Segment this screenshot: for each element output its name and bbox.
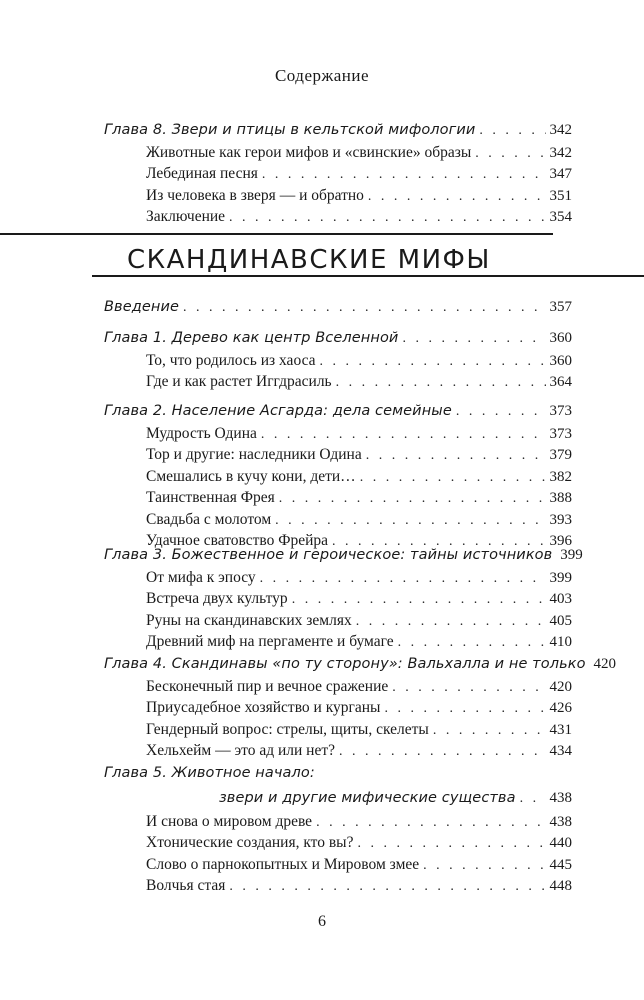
toc-subentry[interactable] bbox=[104, 466, 572, 488]
toc-subentry[interactable] bbox=[104, 854, 572, 876]
toc-subentry[interactable] bbox=[104, 676, 572, 698]
toc-subentry[interactable] bbox=[104, 740, 572, 762]
running-head: Содержание bbox=[274, 66, 370, 85]
toc-subentry[interactable] bbox=[104, 444, 572, 466]
dot-leader bbox=[262, 164, 546, 186]
entry-page: 445 bbox=[549, 856, 572, 873]
entry-title: Слово о парнокопытных и Мировом змее bbox=[146, 855, 420, 873]
dot-leader bbox=[339, 741, 546, 763]
entry-title: Заключение bbox=[146, 208, 226, 225]
toc-chapter-entry[interactable] bbox=[104, 401, 572, 423]
entry-page: 438 bbox=[549, 789, 572, 806]
entry-title: Свадьба с молотом bbox=[146, 510, 272, 528]
entry-page: 347 bbox=[549, 166, 572, 182]
entry-page: 403 bbox=[549, 591, 572, 607]
dot-leader bbox=[183, 297, 546, 319]
entry-page: 393 bbox=[549, 511, 572, 528]
entry-title: Где и как растет Иггдрасиль bbox=[146, 373, 332, 390]
entry-page: 382 bbox=[549, 468, 572, 485]
entry-page: 426 bbox=[549, 700, 572, 716]
entry-title: Таинственная Фрея bbox=[146, 489, 275, 506]
toc-subentry[interactable] bbox=[104, 832, 572, 854]
entry-page: 388 bbox=[549, 490, 572, 506]
entry-page: 431 bbox=[549, 721, 572, 738]
entry-title: Тор и другие: наследники Одина bbox=[146, 446, 362, 463]
toc-chapter-entry-line1[interactable] bbox=[104, 763, 572, 785]
toc-subentry[interactable] bbox=[104, 875, 572, 897]
toc-introduction bbox=[104, 297, 572, 319]
toc-chapter-entry[interactable] bbox=[104, 297, 572, 319]
dot-leader bbox=[456, 401, 546, 423]
entry-title: Хтонические создания, кто вы? bbox=[146, 834, 354, 851]
toc-chapter2 bbox=[104, 401, 572, 552]
entry-page: 448 bbox=[549, 878, 572, 894]
entry-page: 379 bbox=[549, 447, 572, 463]
dot-leader bbox=[336, 372, 546, 394]
entry-page: 420 bbox=[549, 678, 572, 695]
entry-title: Бесконечный пир и вечное сражение bbox=[146, 677, 389, 695]
toc-subentry[interactable] bbox=[104, 509, 572, 531]
entry-title: Глава 5. Животное начало: bbox=[104, 765, 315, 781]
dot-leader bbox=[229, 207, 545, 229]
entry-title: Введение bbox=[104, 299, 179, 315]
dot-leader bbox=[279, 488, 546, 510]
dot-leader bbox=[520, 786, 546, 812]
entry-page: 440 bbox=[549, 835, 572, 851]
dot-leader bbox=[229, 876, 545, 898]
entry-page: 373 bbox=[549, 403, 572, 419]
entry-title: То, что родилось из хаоса bbox=[146, 351, 316, 369]
dot-leader bbox=[402, 328, 545, 350]
dot-leader bbox=[479, 120, 545, 142]
dot-leader bbox=[475, 143, 545, 165]
dot-leader bbox=[260, 568, 546, 590]
entry-title: Глава 3. Божественное и героическое: тайны источников bbox=[104, 547, 553, 563]
entry-title: Из человека в зверя — и обратно bbox=[146, 186, 364, 204]
dot-leader bbox=[292, 589, 546, 611]
page-number: 6 bbox=[318, 913, 326, 930]
toc-chapter-entry-line2[interactable] bbox=[104, 785, 572, 811]
entry-page: 360 bbox=[549, 352, 572, 369]
dot-leader bbox=[275, 510, 545, 532]
section-title: СКАНДИНАВСКИЕ МИФЫ bbox=[127, 245, 491, 275]
entry-title: Животные как герои мифов и «свинские» образы bbox=[146, 143, 472, 161]
entry-page: 405 bbox=[549, 612, 572, 629]
toc-subentry[interactable] bbox=[104, 163, 572, 185]
entry-title: Хельхейм — это ад или нет? bbox=[146, 742, 335, 759]
entry-page: 357 bbox=[549, 299, 572, 315]
entry-title: Волчья стая bbox=[146, 877, 226, 894]
toc-subentry[interactable] bbox=[104, 487, 572, 509]
toc-chapter4 bbox=[104, 654, 617, 762]
dot-leader bbox=[392, 677, 545, 699]
dot-leader bbox=[320, 351, 546, 373]
toc-subentry[interactable] bbox=[104, 142, 572, 164]
toc-chapter5 bbox=[104, 763, 572, 897]
entry-page: 364 bbox=[549, 374, 572, 390]
toc-subentry[interactable] bbox=[104, 697, 572, 719]
toc-subentry[interactable] bbox=[104, 185, 572, 207]
toc-subentry[interactable] bbox=[104, 350, 572, 372]
toc-subentry[interactable] bbox=[104, 719, 572, 741]
entry-page: 434 bbox=[549, 743, 572, 759]
entry-page: 399 bbox=[549, 569, 572, 586]
dot-leader bbox=[366, 445, 546, 467]
toc-chapter1 bbox=[104, 328, 572, 393]
dot-leader bbox=[423, 855, 545, 877]
toc-subentry[interactable] bbox=[104, 567, 572, 589]
toc-chapter-entry[interactable] bbox=[104, 654, 617, 676]
entry-page: 410 bbox=[549, 634, 572, 650]
entry-page: 360 bbox=[549, 330, 572, 346]
entry-title: Смешались в кучу кони, дети… bbox=[146, 467, 356, 485]
section-rule-bottom bbox=[92, 275, 644, 277]
toc-chapter-entry[interactable] bbox=[104, 120, 572, 142]
toc-chapter-entry[interactable] bbox=[104, 328, 572, 350]
dot-leader bbox=[360, 467, 546, 489]
entry-page: 396 bbox=[549, 533, 572, 549]
section-rule-top bbox=[0, 233, 553, 235]
toc-chapter3 bbox=[104, 545, 583, 653]
toc-subentry[interactable] bbox=[104, 206, 572, 228]
entry-page: 420 bbox=[593, 656, 617, 672]
entry-title: И снова о мировом древе bbox=[146, 812, 313, 830]
entry-page: 342 bbox=[549, 122, 572, 138]
dot-leader bbox=[357, 833, 545, 855]
dot-leader bbox=[261, 424, 546, 446]
entry-page: 354 bbox=[549, 209, 572, 225]
entry-title-continued: звери и другие мифические существа bbox=[219, 789, 516, 806]
entry-page: 351 bbox=[549, 187, 572, 204]
entry-title: Приусадебное хозяйство и курганы bbox=[146, 699, 381, 716]
entry-title: Лебединая песня bbox=[146, 165, 258, 182]
dot-leader bbox=[384, 698, 545, 720]
entry-title: Руны на скандинавских землях bbox=[146, 611, 352, 629]
toc-subentry[interactable] bbox=[104, 610, 572, 632]
entry-page: 399 bbox=[560, 547, 583, 563]
entry-title: Глава 2. Население Асгарда: дела семейные bbox=[104, 403, 452, 419]
dot-leader bbox=[433, 720, 546, 742]
toc-subentry[interactable] bbox=[104, 811, 572, 833]
entry-title: Удачное сватовство Фрейра bbox=[146, 532, 329, 549]
entry-title: Глава 1. Дерево как центр Вселенной bbox=[104, 330, 399, 346]
entry-title: Глава 8. Звери и птицы в кельтской мифологии bbox=[104, 122, 476, 138]
dot-leader bbox=[368, 186, 546, 208]
entry-title: Гендерный вопрос: стрелы, щиты, скелеты bbox=[146, 720, 429, 738]
entry-page: 342 bbox=[549, 144, 572, 161]
entry-page: 438 bbox=[549, 813, 572, 830]
dot-leader bbox=[316, 812, 545, 834]
toc-subentry[interactable] bbox=[104, 631, 572, 653]
toc-chapter-entry[interactable] bbox=[104, 545, 583, 567]
dot-leader bbox=[356, 611, 546, 633]
entry-title: Встреча двух культур bbox=[146, 590, 288, 607]
toc-celtic-chapter8 bbox=[104, 120, 572, 228]
entry-title: Древний миф на пергаменте и бумаге bbox=[146, 633, 394, 650]
entry-title: Мудрость Одина bbox=[146, 424, 257, 442]
toc-subentry[interactable] bbox=[104, 588, 572, 610]
entry-page: 373 bbox=[549, 425, 572, 442]
entry-title: От мифа к эпосу bbox=[146, 568, 256, 586]
dot-leader bbox=[398, 632, 546, 654]
toc-subentry[interactable] bbox=[104, 423, 572, 445]
entry-title: Глава 4. Скандинавы «по ту сторону»: Вальхалла и не только bbox=[104, 656, 586, 672]
toc-subentry[interactable] bbox=[104, 371, 572, 393]
